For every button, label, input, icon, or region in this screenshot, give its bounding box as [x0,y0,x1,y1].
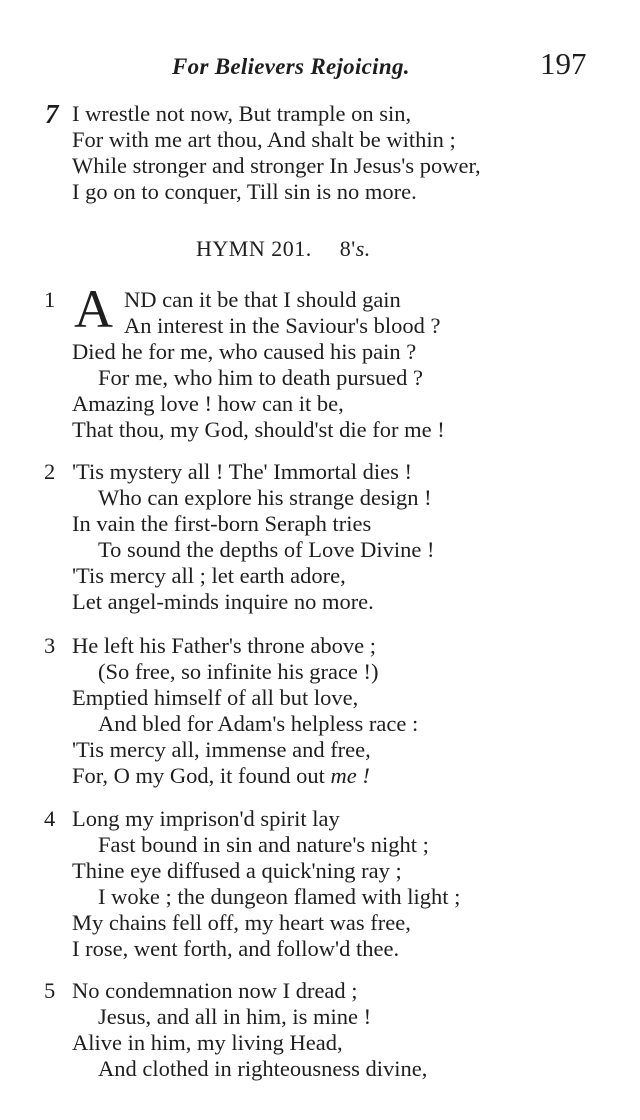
verse-line: 'Tis mercy all, immense and free, [72,737,371,762]
verse-line: My chains fell off, my heart was free, [72,910,411,935]
stanza-number: 3 [44,633,56,658]
verse-line: For, O my God, it found out me ! [72,763,370,788]
verse-line: Who can explore his strange design ! [98,485,432,510]
verse-line: And bled for Adam's helpless race : [98,711,419,736]
hymn-title [196,236,371,262]
emphasis: me ! [330,763,370,788]
stanza-number: 7 [45,99,59,129]
stanza-number: 1 [44,287,56,312]
verse-line: While stronger and stronger In Jesus's power, [72,153,481,178]
verse-line: Long my imprison'd spirit lay [72,806,340,831]
stanza-number: 5 [44,978,56,1003]
verse-line: To sound the depths of Love Divine ! [98,537,435,562]
verse-line: And clothed in righteousness divine, [98,1056,428,1081]
verse-line: In vain the first-born Seraph tries [72,511,372,536]
drop-cap: A [74,279,113,339]
verse-line: ND can it be that I should gain [124,287,401,312]
running-head: For Believers Rejoicing. [172,54,410,79]
verse-line: Emptied himself of all but love, [72,685,359,710]
verse-line: An interest in the Saviour's blood ? [124,313,441,338]
verse-line: No condemnation now I dread ; [72,978,358,1003]
verse-line: Fast bound in sin and nature's night ; [98,832,429,857]
verse-line: Thine eye diffused a quick'ning ray ; [72,858,402,883]
verse-line: Alive in him, my living Head, [72,1030,343,1055]
verse-line: I wrestle not now, But trample on sin, [72,101,412,126]
verse-line: Died he for me, who caused his pain ? [72,339,417,364]
page-number: 197 [540,46,587,81]
verse-line: For me, who him to death pursued ? [98,365,423,390]
stanza-number: 4 [44,806,56,831]
verse-line: 'Tis mystery all ! The' Immortal dies ! [72,459,412,484]
verse-line: I woke ; the dungeon flamed with light ; [98,884,461,909]
hymn-number: HYMN 201. [196,236,312,261]
verse-line: Amazing love ! how can it be, [72,391,344,416]
verse-line: For with me art thou, And shalt be within ; [72,127,456,152]
verse-line: Jesus, and all in him, is mine ! [98,1004,372,1029]
verse-line: (So free, so infinite his grace !) [98,659,379,684]
verse-line: I go on to conquer, Till sin is no more. [72,179,417,204]
verse-line: That thou, my God, should'st die for me ! [72,417,445,442]
verse-line: I rose, went forth, and follow'd thee. [72,936,400,961]
hymn-meter: 8's. [339,236,371,261]
verse-line: Let angel-minds inquire no more. [72,589,374,614]
verse-line: He left his Father's throne above ; [72,633,376,658]
stanza-number: 2 [44,459,56,484]
verse-line: 'Tis mercy all ; let earth adore, [72,563,346,588]
